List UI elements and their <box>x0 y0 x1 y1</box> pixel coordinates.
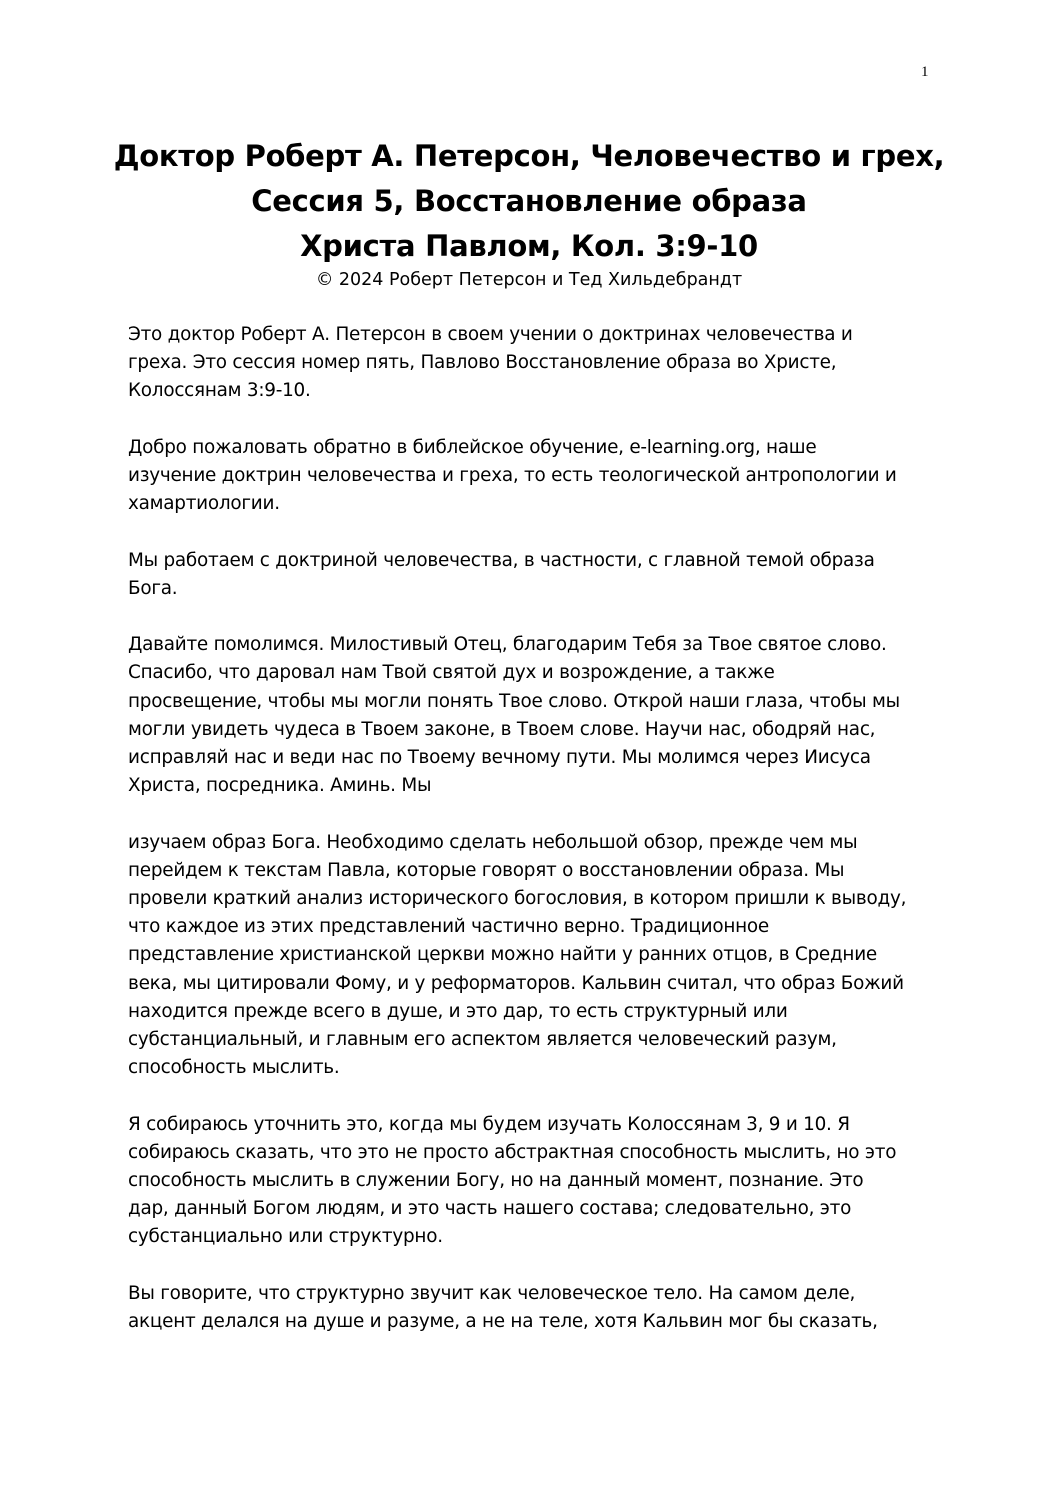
text-line: субстанциально или структурно. <box>128 1226 443 1248</box>
title-line: Христа Павлом, Кол. 3:9-10 <box>300 229 758 263</box>
text-line: перейдем к текстам Павла, которые говорят о восстановлении образа. Мы <box>128 859 845 881</box>
text-line: Вы говорите, что структурно звучит как человеческое тело. На самом деле, <box>128 1282 856 1304</box>
text-line: изучение доктрин человечества и греха, то есть теологической антропологии и <box>128 465 897 486</box>
text-line: Это доктор Роберт А. Петерсон в своем учении о доктринах человечества и <box>128 324 853 345</box>
paragraph-review <box>128 829 948 1083</box>
document-title <box>100 134 958 269</box>
text-line: Я собираюсь уточнить это, когда мы будем изучать Колоссянам 3, 9 и 10. Я <box>128 1113 850 1135</box>
paragraph-prayer <box>128 631 948 800</box>
paragraph-clarification <box>128 1111 948 1252</box>
paragraph-welcome <box>128 434 948 519</box>
text-line: субстанциальный, и главным его аспектом является человеческий разум, <box>128 1029 837 1051</box>
copyright-notice: © 2024 Роберт Петерсон и Тед Хильдебрандт <box>315 270 743 290</box>
text-line: хамартиологии. <box>128 493 280 515</box>
text-line: Бога. <box>128 577 178 599</box>
paragraph-intro <box>128 321 948 406</box>
paragraph-topic <box>128 547 948 603</box>
title-line: Сессия 5, Восстановление образа <box>251 184 807 218</box>
text-line: века, мы цитировали Фому, и у реформаторов. Кальвин считал, что образ Божий <box>128 972 904 994</box>
text-line: собираюсь сказать, что это не просто абстрактная способность мыслить, но это <box>128 1141 897 1163</box>
text-line: изучаем образ Бога. Необходимо сделать небольшой обзор, прежде чем мы <box>128 831 858 853</box>
text-line: провели краткий анализ исторического богословия, в котором пришли к выводу, <box>128 888 907 909</box>
document-body <box>128 321 948 1364</box>
text-line: дар, данный Богом людям, и это часть нашего состава; следовательно, это <box>128 1198 852 1220</box>
text-line: Спасибо, что даровал нам Твой святой дух и возрождение, а также <box>128 662 775 684</box>
text-line: Мы работаем с доктриной человечества, в частности, с главной темой образа <box>128 549 875 571</box>
text-line: способность мыслить. <box>128 1057 340 1079</box>
text-line: Добро пожаловать обратно в библейское обучение, e-learning.org, наше <box>128 436 817 458</box>
text-line: способность мыслить в служении Богу, но на данный момент, познание. Это <box>128 1170 864 1192</box>
text-line: греха. Это сессия номер пять, Павлово Восстановление образа во Христе, <box>128 352 837 374</box>
text-line: акцент делался на душе и разуме, а не на теле, хотя Кальвин мог бы сказать, <box>128 1311 878 1333</box>
text-line: могли увидеть чудеса в Твоем законе, в Твоем слове. Научи нас, ободряй нас, <box>128 718 876 740</box>
text-line: представление христианской церкви можно найти у ранних отцов, в Средние <box>128 944 877 966</box>
text-line: Колоссянам 3:9-10. <box>128 380 311 402</box>
text-line: находится прежде всего в душе, и это дар, то есть структурный или <box>128 1000 788 1022</box>
text-line: исправляй нас и веди нас по Твоему вечному пути. Мы молимся через Иисуса <box>128 747 871 768</box>
text-line: что каждое из этих представлений частично верно. Традиционное <box>128 916 769 938</box>
text-line: Давайте помолимся. Милостивый Отец, благодарим Тебя за Твое святое слово. <box>128 634 887 656</box>
page-number: 1 <box>921 64 929 80</box>
text-line: просвещение, чтобы мы могли понять Твое слово. Открой наши глаза, чтобы мы <box>128 690 900 712</box>
title-line: Доктор Роберт А. Петерсон, Человечество и грех, <box>113 139 945 173</box>
text-line: Христа, посредника. Аминь. Мы <box>128 775 432 797</box>
paragraph-structure <box>128 1280 948 1336</box>
